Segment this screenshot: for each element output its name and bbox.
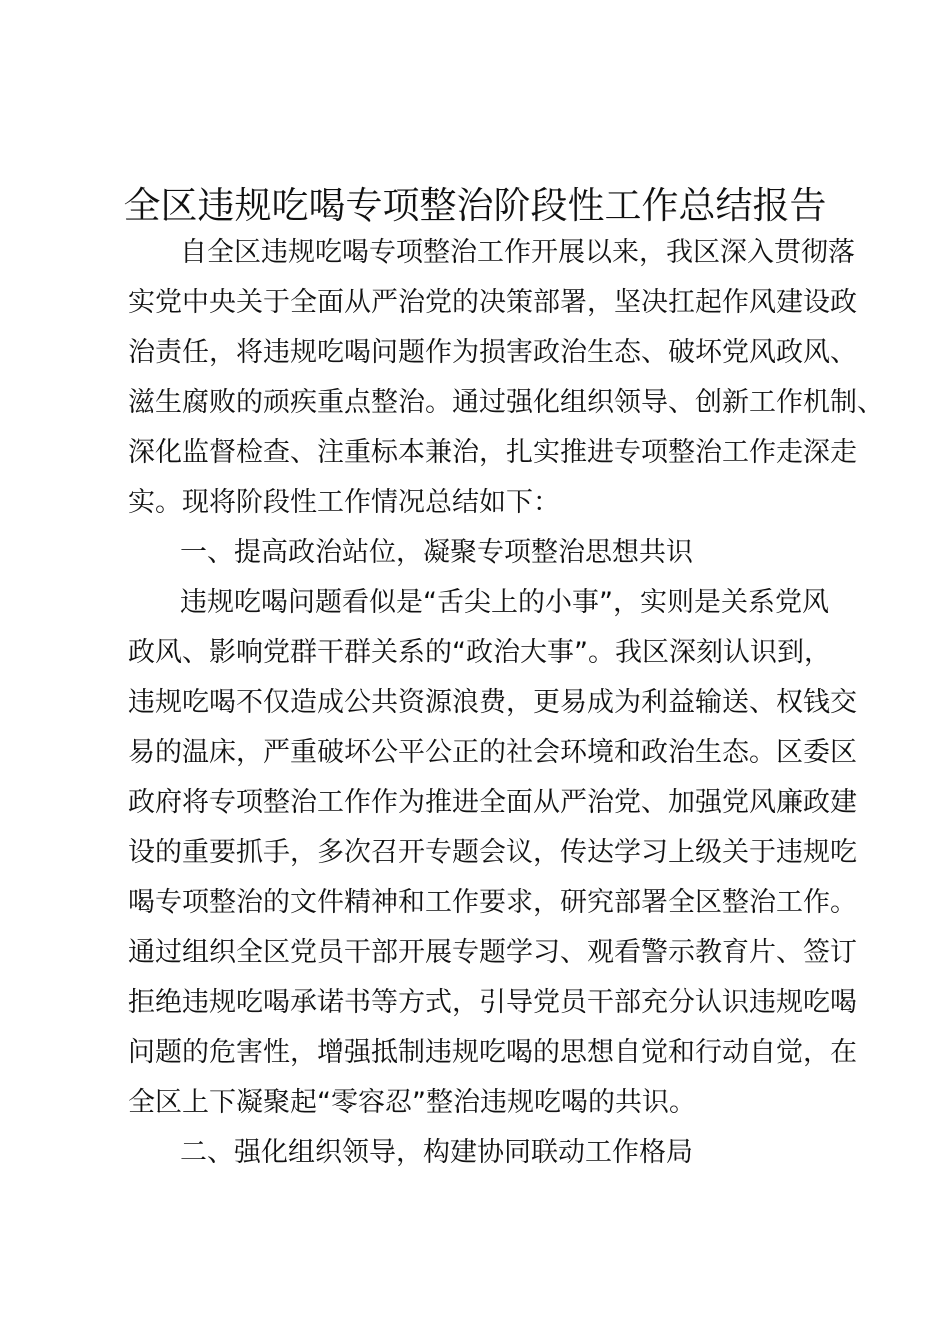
body-line: 喝专项整治的文件精神和工作要求，研究部署全区整治工作。 xyxy=(128,887,857,918)
intro-line: 实。现将阶段性工作情况总结如下： xyxy=(128,487,560,518)
body-line: 通过组织全区党员干部开展专题学习、观看警示教育片、签订 xyxy=(128,937,857,968)
body-line: 全区上下凝聚起“零容忍”整治违规吃喝的共识。 xyxy=(128,1087,696,1118)
section-heading: 一、提高政治站位，凝聚专项整治思想共识 xyxy=(180,537,693,568)
intro-line: 治责任，将违规吃喝问题作为损害政治生态、破坏党风政风、 xyxy=(128,337,857,368)
body-line: 拒绝违规吃喝承诺书等方式，引导党员干部充分认识违规吃喝 xyxy=(128,987,857,1018)
body-line: 违规吃喝问题看似是“舌尖上的小事”，实则是关系党风 xyxy=(180,587,829,618)
intro-line: 滋生腐败的顽疾重点整治。通过强化组织领导、创新工作机制、 xyxy=(128,387,884,418)
section-heading: 二、强化组织领导，构建协同联动工作格局 xyxy=(180,1137,693,1168)
intro-line: 深化监督检查、注重标本兼治，扎实推进专项整治工作走深走 xyxy=(128,437,857,468)
body-line: 政风、影响党群干群关系的“政治大事”。我区深刻认识到， xyxy=(128,637,831,668)
intro-line: 自全区违规吃喝专项整治工作开展以来，我区深入贯彻落 xyxy=(180,237,855,268)
body-line: 违规吃喝不仅造成公共资源浪费，更易成为利益输送、权钱交 xyxy=(128,687,857,718)
body-line: 问题的危害性，增强抵制违规吃喝的思想自觉和行动自觉，在 xyxy=(128,1037,857,1068)
body-line: 政府将专项整治工作作为推进全面从严治党、加强党风廉政建 xyxy=(128,787,857,818)
body-line: 易的温床，严重破坏公平公正的社会环境和政治生态。区委区 xyxy=(128,737,857,768)
document-title: 全区违规吃喝专项整治阶段性工作总结报告 xyxy=(123,184,827,227)
body-line: 设的重要抓手，多次召开专题会议，传达学习上级关于违规吃 xyxy=(128,837,857,868)
intro-line: 实党中央关于全面从严治党的决策部署，坚决扛起作风建设政 xyxy=(128,287,857,318)
